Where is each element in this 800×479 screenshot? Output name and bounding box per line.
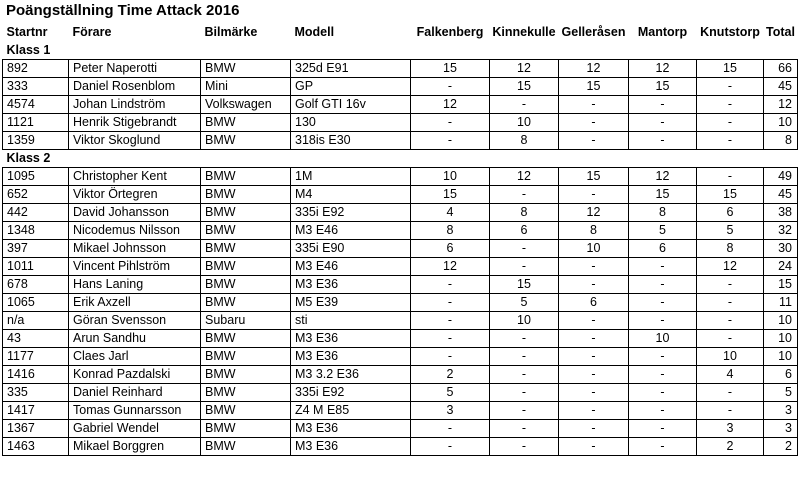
cell-falkenberg: 15 <box>411 186 490 204</box>
table-row <box>3 402 798 420</box>
cell-startnr: 1121 <box>3 114 69 132</box>
cell-gellerasen: - <box>559 330 629 348</box>
cell-falkenberg: 12 <box>411 96 490 114</box>
cell-kinnekulle: 15 <box>490 276 559 294</box>
cell-knutstorp: 3 <box>697 420 764 438</box>
cell-total: 45 <box>764 78 798 96</box>
table-row <box>3 168 798 186</box>
cell-startnr: 1417 <box>3 402 69 420</box>
cell-total: 24 <box>764 258 798 276</box>
cell-bilmarke: Mini <box>201 78 291 96</box>
cell-gellerasen: - <box>559 114 629 132</box>
cell-mantorp: 15 <box>629 186 697 204</box>
cell-total: 11 <box>764 294 798 312</box>
col-header-bilmarke: Bilmärke <box>204 25 258 39</box>
cell-gellerasen: - <box>559 438 629 456</box>
cell-mantorp: 10 <box>629 330 697 348</box>
class-heading-row <box>3 42 798 60</box>
cell-forare: Göran Svensson <box>69 312 201 330</box>
cell-bilmarke: BMW <box>201 366 291 384</box>
cell-falkenberg: - <box>411 114 490 132</box>
cell-startnr: 1367 <box>3 420 69 438</box>
cell-bilmarke: BMW <box>201 438 291 456</box>
cell-total: 3 <box>764 420 798 438</box>
cell-falkenberg: 3 <box>411 402 490 420</box>
cell-kinnekulle: 12 <box>490 168 559 186</box>
cell-gellerasen: - <box>559 132 629 150</box>
cell-mantorp: - <box>629 312 697 330</box>
cell-modell: 318is E30 <box>291 132 411 150</box>
cell-bilmarke: BMW <box>201 384 291 402</box>
cell-kinnekulle: 6 <box>490 222 559 240</box>
cell-startnr: 1177 <box>3 348 69 366</box>
cell-kinnekulle: - <box>490 258 559 276</box>
cell-startnr: 442 <box>3 204 69 222</box>
cell-kinnekulle: 10 <box>490 114 559 132</box>
cell-knutstorp: - <box>697 276 764 294</box>
cell-startnr: n/a <box>3 312 69 330</box>
cell-knutstorp: 5 <box>697 222 764 240</box>
cell-mantorp: - <box>629 348 697 366</box>
cell-modell: 1M <box>291 168 411 186</box>
cell-knutstorp: 10 <box>697 348 764 366</box>
cell-modell: 325d E91 <box>291 60 411 78</box>
standings-table <box>2 23 798 456</box>
cell-forare: Mikael Johnsson <box>69 240 201 258</box>
col-header-gellerasen: Gelleråsen <box>561 25 626 39</box>
cell-startnr: 892 <box>3 60 69 78</box>
table-row <box>3 294 798 312</box>
cell-forare: Gabriel Wendel <box>69 420 201 438</box>
cell-kinnekulle: 10 <box>490 312 559 330</box>
cell-modell: M4 <box>291 186 411 204</box>
cell-mantorp: - <box>629 420 697 438</box>
cell-modell: 130 <box>291 114 411 132</box>
table-row <box>3 366 798 384</box>
cell-gellerasen: 12 <box>559 60 629 78</box>
standings-body <box>3 42 798 456</box>
cell-forare: Daniel Rosenblom <box>69 78 201 96</box>
cell-mantorp: - <box>629 366 697 384</box>
col-header-modell: Modell <box>294 25 335 39</box>
table-row <box>3 384 798 402</box>
cell-modell: M3 E46 <box>291 258 411 276</box>
cell-knutstorp: 2 <box>697 438 764 456</box>
col-header-forare: Förare <box>72 25 112 39</box>
cell-falkenberg: 10 <box>411 168 490 186</box>
col-header-mantorp: Mantorp <box>637 25 688 39</box>
cell-falkenberg: - <box>411 294 490 312</box>
cell-modell: GP <box>291 78 411 96</box>
cell-kinnekulle: 8 <box>490 132 559 150</box>
cell-total: 2 <box>764 438 798 456</box>
cell-modell: sti <box>291 312 411 330</box>
class-heading-row <box>3 150 798 168</box>
cell-bilmarke: BMW <box>201 420 291 438</box>
cell-gellerasen: 12 <box>559 204 629 222</box>
cell-startnr: 43 <box>3 330 69 348</box>
cell-knutstorp: 12 <box>697 258 764 276</box>
cell-knutstorp: - <box>697 312 764 330</box>
cell-modell: M3 E36 <box>291 330 411 348</box>
cell-bilmarke: BMW <box>201 348 291 366</box>
cell-bilmarke: BMW <box>201 186 291 204</box>
cell-falkenberg: 12 <box>411 258 490 276</box>
cell-total: 49 <box>764 168 798 186</box>
cell-startnr: 1359 <box>3 132 69 150</box>
cell-total: 8 <box>764 132 798 150</box>
cell-falkenberg: 6 <box>411 240 490 258</box>
cell-bilmarke: BMW <box>201 294 291 312</box>
cell-gellerasen: 6 <box>559 294 629 312</box>
cell-mantorp: 12 <box>629 168 697 186</box>
cell-bilmarke: BMW <box>201 402 291 420</box>
cell-kinnekulle: - <box>490 366 559 384</box>
cell-bilmarke: BMW <box>201 132 291 150</box>
cell-total: 10 <box>764 312 798 330</box>
cell-modell: M5 E39 <box>291 294 411 312</box>
cell-bilmarke: BMW <box>201 60 291 78</box>
cell-total: 45 <box>764 186 798 204</box>
cell-forare: Mikael Borggren <box>69 438 201 456</box>
cell-forare: Claes Jarl <box>69 348 201 366</box>
table-row <box>3 78 798 96</box>
cell-mantorp: - <box>629 384 697 402</box>
cell-bilmarke: BMW <box>201 168 291 186</box>
cell-knutstorp: - <box>697 330 764 348</box>
table-row <box>3 186 798 204</box>
cell-kinnekulle: 15 <box>490 78 559 96</box>
table-row <box>3 204 798 222</box>
cell-modell: M3 E46 <box>291 222 411 240</box>
cell-falkenberg: - <box>411 312 490 330</box>
table-row <box>3 96 798 114</box>
col-header-knutstorp: Knutstorp <box>700 25 760 39</box>
cell-bilmarke: BMW <box>201 240 291 258</box>
cell-startnr: 335 <box>3 384 69 402</box>
cell-mantorp: - <box>629 96 697 114</box>
cell-falkenberg: - <box>411 438 490 456</box>
cell-falkenberg: - <box>411 78 490 96</box>
cell-mantorp: - <box>629 132 697 150</box>
cell-knutstorp: - <box>697 132 764 150</box>
cell-gellerasen: 15 <box>559 78 629 96</box>
table-row <box>3 240 798 258</box>
cell-falkenberg: - <box>411 348 490 366</box>
cell-forare: Erik Axzell <box>69 294 201 312</box>
cell-gellerasen: - <box>559 402 629 420</box>
cell-falkenberg: 15 <box>411 60 490 78</box>
cell-knutstorp: - <box>697 294 764 312</box>
cell-forare: Vincent Pihlström <box>69 258 201 276</box>
page-title: Poängställning Time Attack 2016 <box>6 2 240 19</box>
cell-total: 30 <box>764 240 798 258</box>
cell-kinnekulle: - <box>490 96 559 114</box>
cell-total: 15 <box>764 276 798 294</box>
cell-startnr: 1011 <box>3 258 69 276</box>
cell-mantorp: 8 <box>629 204 697 222</box>
cell-total: 32 <box>764 222 798 240</box>
cell-bilmarke: BMW <box>201 330 291 348</box>
cell-total: 38 <box>764 204 798 222</box>
cell-forare: Hans Laning <box>69 276 201 294</box>
cell-forare: Henrik Stigebrandt <box>69 114 201 132</box>
cell-knutstorp: 15 <box>697 60 764 78</box>
table-row <box>3 312 798 330</box>
cell-mantorp: 5 <box>629 222 697 240</box>
table-row <box>3 258 798 276</box>
cell-startnr: 652 <box>3 186 69 204</box>
table-row <box>3 222 798 240</box>
cell-knutstorp: - <box>697 114 764 132</box>
table-row <box>3 330 798 348</box>
cell-forare: Konrad Pazdalski <box>69 366 201 384</box>
cell-bilmarke: BMW <box>201 204 291 222</box>
cell-forare: Daniel Reinhard <box>69 384 201 402</box>
cell-forare: Johan Lindström <box>69 96 201 114</box>
cell-forare: Nicodemus Nilsson <box>69 222 201 240</box>
table-row <box>3 348 798 366</box>
col-header-kinnekulle: Kinnekulle <box>492 25 556 39</box>
cell-modell: Z4 M E85 <box>291 402 411 420</box>
cell-kinnekulle: - <box>490 384 559 402</box>
cell-total: 10 <box>764 114 798 132</box>
cell-gellerasen: - <box>559 258 629 276</box>
table-row <box>3 438 798 456</box>
cell-mantorp: 6 <box>629 240 697 258</box>
cell-modell: M3 E36 <box>291 438 411 456</box>
cell-total: 6 <box>764 366 798 384</box>
cell-total: 5 <box>764 384 798 402</box>
cell-falkenberg: 4 <box>411 204 490 222</box>
table-row <box>3 420 798 438</box>
cell-falkenberg: - <box>411 132 490 150</box>
cell-gellerasen: - <box>559 312 629 330</box>
cell-kinnekulle: 12 <box>490 60 559 78</box>
cell-forare: Tomas Gunnarsson <box>69 402 201 420</box>
table-row <box>3 132 798 150</box>
cell-gellerasen: - <box>559 366 629 384</box>
cell-modell: Golf GTI 16v <box>291 96 411 114</box>
cell-mantorp: - <box>629 438 697 456</box>
cell-bilmarke: BMW <box>201 276 291 294</box>
cell-forare: David Johansson <box>69 204 201 222</box>
cell-startnr: 1065 <box>3 294 69 312</box>
cell-gellerasen: 10 <box>559 240 629 258</box>
cell-modell: M3 3.2 E36 <box>291 366 411 384</box>
cell-falkenberg: 2 <box>411 366 490 384</box>
cell-modell: M3 E36 <box>291 420 411 438</box>
cell-startnr: 1463 <box>3 438 69 456</box>
cell-total: 3 <box>764 402 798 420</box>
cell-kinnekulle: - <box>490 330 559 348</box>
cell-falkenberg: - <box>411 330 490 348</box>
cell-knutstorp: 15 <box>697 186 764 204</box>
cell-falkenberg: - <box>411 276 490 294</box>
cell-modell: M3 E36 <box>291 276 411 294</box>
cell-bilmarke: Subaru <box>201 312 291 330</box>
cell-mantorp: - <box>629 258 697 276</box>
cell-mantorp: - <box>629 276 697 294</box>
cell-bilmarke: BMW <box>201 258 291 276</box>
cell-falkenberg: - <box>411 420 490 438</box>
cell-modell: 335i E92 <box>291 204 411 222</box>
col-header-total: Total <box>766 25 795 39</box>
cell-mantorp: - <box>629 294 697 312</box>
cell-forare: Viktor Örtegren <box>69 186 201 204</box>
cell-gellerasen: - <box>559 420 629 438</box>
cell-modell: 335i E92 <box>291 384 411 402</box>
table-row <box>3 276 798 294</box>
cell-gellerasen: - <box>559 186 629 204</box>
cell-mantorp: 15 <box>629 78 697 96</box>
cell-startnr: 1095 <box>3 168 69 186</box>
cell-startnr: 4574 <box>3 96 69 114</box>
cell-falkenberg: 8 <box>411 222 490 240</box>
cell-knutstorp: - <box>697 168 764 186</box>
cell-bilmarke: BMW <box>201 222 291 240</box>
cell-startnr: 1416 <box>3 366 69 384</box>
cell-knutstorp: - <box>697 96 764 114</box>
cell-total: 10 <box>764 348 798 366</box>
cell-kinnekulle: - <box>490 186 559 204</box>
cell-forare: Arun Sandhu <box>69 330 201 348</box>
cell-gellerasen: - <box>559 384 629 402</box>
cell-startnr: 678 <box>3 276 69 294</box>
cell-knutstorp: 4 <box>697 366 764 384</box>
cell-knutstorp: - <box>697 384 764 402</box>
header-row <box>3 23 798 42</box>
class-heading: Klass 2 <box>6 151 51 165</box>
cell-gellerasen: - <box>559 348 629 366</box>
cell-gellerasen: 8 <box>559 222 629 240</box>
cell-falkenberg: 5 <box>411 384 490 402</box>
cell-knutstorp: 6 <box>697 204 764 222</box>
col-header-startnr: Startnr <box>6 25 48 39</box>
cell-total: 66 <box>764 60 798 78</box>
cell-kinnekulle: - <box>490 420 559 438</box>
cell-gellerasen: 15 <box>559 168 629 186</box>
cell-bilmarke: BMW <box>201 114 291 132</box>
cell-forare: Christopher Kent <box>69 168 201 186</box>
cell-modell: M3 E36 <box>291 348 411 366</box>
cell-gellerasen: - <box>559 96 629 114</box>
cell-kinnekulle: - <box>490 438 559 456</box>
cell-startnr: 1348 <box>3 222 69 240</box>
cell-forare: Peter Naperotti <box>69 60 201 78</box>
cell-kinnekulle: 8 <box>490 204 559 222</box>
table-row <box>3 114 798 132</box>
class-heading: Klass 1 <box>6 43 51 57</box>
cell-knutstorp: 8 <box>697 240 764 258</box>
cell-total: 12 <box>764 96 798 114</box>
cell-forare: Viktor Skoglund <box>69 132 201 150</box>
cell-kinnekulle: 5 <box>490 294 559 312</box>
cell-kinnekulle: - <box>490 348 559 366</box>
cell-mantorp: - <box>629 114 697 132</box>
cell-knutstorp: - <box>697 402 764 420</box>
cell-mantorp: - <box>629 402 697 420</box>
cell-mantorp: 12 <box>629 60 697 78</box>
cell-knutstorp: - <box>697 78 764 96</box>
cell-startnr: 333 <box>3 78 69 96</box>
table-row <box>3 60 798 78</box>
col-header-falkenberg: Falkenberg <box>416 25 484 39</box>
cell-gellerasen: - <box>559 276 629 294</box>
cell-total: 10 <box>764 330 798 348</box>
cell-startnr: 397 <box>3 240 69 258</box>
cell-modell: 335i E90 <box>291 240 411 258</box>
cell-kinnekulle: - <box>490 402 559 420</box>
cell-kinnekulle: - <box>490 240 559 258</box>
cell-bilmarke: Volkswagen <box>201 96 291 114</box>
